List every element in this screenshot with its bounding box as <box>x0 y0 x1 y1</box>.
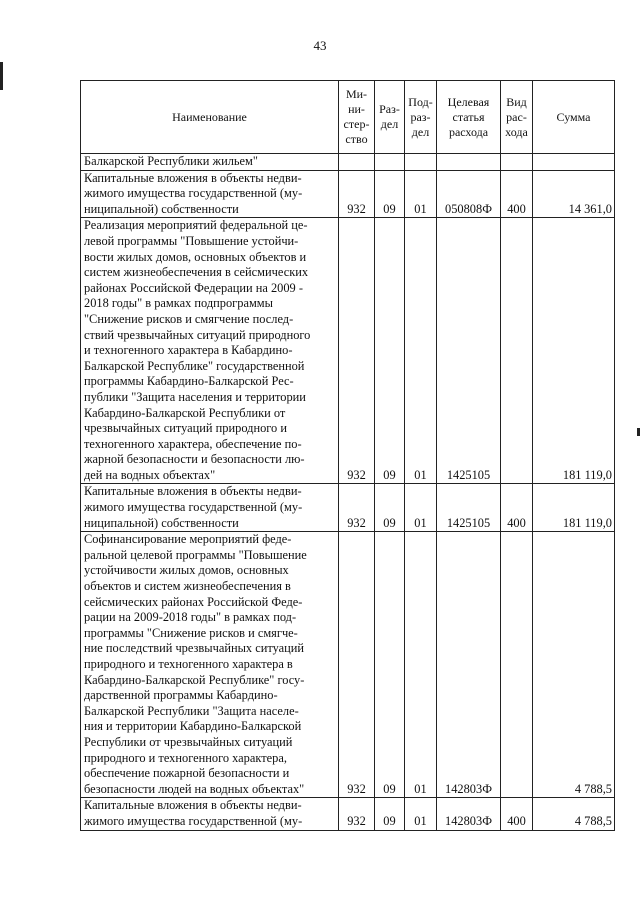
row-section: 09 <box>375 798 405 830</box>
table-row <box>81 798 615 830</box>
row-section: 09 <box>375 484 405 532</box>
row-name: Софинансирование мероприятий феде- ральной целевой программы "Повышение устойчивости жилых домов, основных объектов и систем жизнеобеспечения в сейсмических районах Российской Феде- рации на 2009-2018 годы" в рамках под- программы "Снижение рисков и смягче- ние последствий чрезвычайных ситуаций природного и техногенного характера в Кабардино-Балкарской Республике" госу- дарственной программы Кабардино- Балкарской Республики "Защита населе- ния и территории Кабардино-Балкарской Республики от чрезвычайных ситуаций природного и техногенного характера, обеспечение пожарной безопасности и безопасности людей на водных объектах" <box>81 532 339 798</box>
row-target: 142803Ф <box>437 532 501 798</box>
table-row <box>81 532 615 798</box>
row-ministry: 932 <box>339 218 375 484</box>
row-ministry: 932 <box>339 484 375 532</box>
table-row <box>81 218 615 484</box>
row-name: Балкарской Республики жильем" <box>81 154 339 171</box>
row-target: 1425105 <box>437 218 501 484</box>
row-name: Капитальные вложения в объекты недви- жимого имущества государственной (му- ниципальной) собственности <box>81 170 339 218</box>
row-sum: 181 119,0 <box>533 484 615 532</box>
row-kind: 400 <box>501 484 533 532</box>
header-name: Наименование <box>81 81 339 154</box>
row-ministry <box>339 154 375 171</box>
row-name: Реализация мероприятий федеральной це- левой программы "Повышение устойчи- вости жилых домов, основных объектов и систем жизнеобеспечения в сейсмических районах Российской Федерации на 2009 - 2018 годы" в рамках подпрограммы "Снижение рисков и смягчение послед- ствий чрезвычайных ситуаций природного и техногенного характера в Кабардино- Балкарской Республике" государственной программы Кабардино-Балкарской Рес- публики "Защита населения и территории Кабардино-Балкарской Республики от чрезвычайных ситуаций природного и техногенного характера, обеспечение по- жарной безопасности и безопасности лю- дей на водных объектах" <box>81 218 339 484</box>
row-name: Капитальные вложения в объекты недви- жимого имущества государственной (му- <box>81 798 339 830</box>
row-name: Капитальные вложения в объекты недви- жимого имущества государственной (му- ниципальной) собственности <box>81 484 339 532</box>
header-subsection: Под- раз- дел <box>405 81 437 154</box>
row-subsection: 01 <box>405 170 437 218</box>
row-kind: 400 <box>501 170 533 218</box>
table-row <box>81 484 615 532</box>
header-target: Целевая статья расхода <box>437 81 501 154</box>
row-subsection: 01 <box>405 798 437 830</box>
header-section: Раз- дел <box>375 81 405 154</box>
row-subsection: 01 <box>405 484 437 532</box>
row-target: 142803Ф <box>437 798 501 830</box>
header-kind: Вид рас- хода <box>501 81 533 154</box>
row-section <box>375 154 405 171</box>
row-sum: 14 361,0 <box>533 170 615 218</box>
row-ministry: 932 <box>339 170 375 218</box>
row-section: 09 <box>375 218 405 484</box>
table-header-row <box>81 81 615 154</box>
row-ministry: 932 <box>339 798 375 830</box>
row-sum: 4 788,5 <box>533 532 615 798</box>
table-row <box>81 170 615 218</box>
row-sum <box>533 154 615 171</box>
table-row <box>81 154 615 171</box>
row-kind <box>501 154 533 171</box>
row-kind <box>501 218 533 484</box>
row-subsection: 01 <box>405 532 437 798</box>
row-sum: 4 788,5 <box>533 798 615 830</box>
row-sum: 181 119,0 <box>533 218 615 484</box>
budget-table <box>80 80 615 831</box>
row-target: 1425105 <box>437 484 501 532</box>
scan-margin-mark <box>0 62 3 90</box>
row-section: 09 <box>375 170 405 218</box>
header-sum: Сумма <box>533 81 615 154</box>
row-subsection <box>405 154 437 171</box>
row-section: 09 <box>375 532 405 798</box>
row-kind <box>501 532 533 798</box>
row-kind: 400 <box>501 798 533 830</box>
row-target: 050808Ф <box>437 170 501 218</box>
row-ministry: 932 <box>339 532 375 798</box>
header-ministry: Ми- ни- стер- ство <box>339 81 375 154</box>
row-target <box>437 154 501 171</box>
row-subsection: 01 <box>405 218 437 484</box>
page-number: 43 <box>313 38 327 53</box>
